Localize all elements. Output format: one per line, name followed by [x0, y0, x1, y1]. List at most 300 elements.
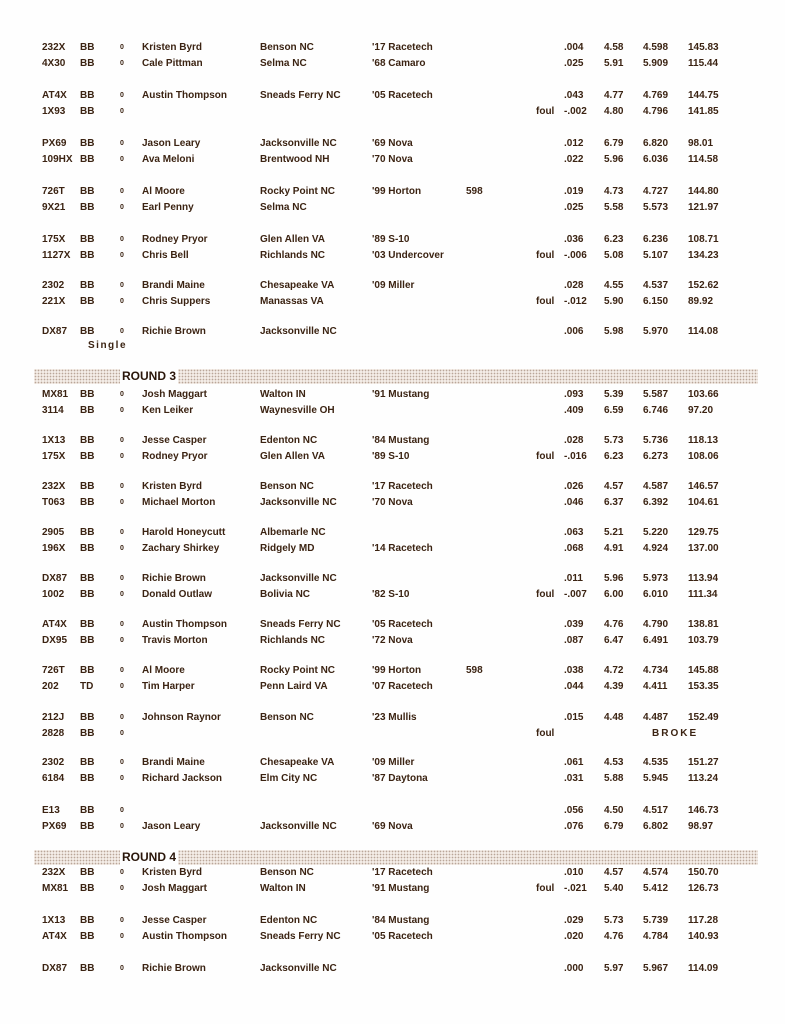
- index-marker: 0: [120, 188, 124, 195]
- hometown: Jacksonville NC: [260, 573, 337, 584]
- hometown: Rocky Point NC: [260, 186, 336, 197]
- dial-in: 5.91: [604, 58, 624, 69]
- result-row: [0, 479, 785, 494]
- index-marker: 0: [120, 60, 124, 67]
- index-marker: 0: [120, 108, 124, 115]
- hometown: Brentwood NH: [260, 154, 330, 165]
- hometown: Chesapeake VA: [260, 280, 335, 291]
- class: BB: [80, 589, 95, 600]
- index-marker: 0: [120, 391, 124, 398]
- result-row: [0, 278, 785, 293]
- reaction-time: .026: [564, 481, 584, 492]
- hometown: Edenton NC: [260, 915, 318, 926]
- driver-name: Josh Maggart: [142, 883, 208, 894]
- driver-name: Chris Bell: [142, 250, 189, 261]
- foul-mark: foul: [536, 883, 555, 894]
- vehicle: '69 Nova: [372, 138, 413, 149]
- reaction-time: .061: [564, 757, 584, 768]
- vehicle: '05 Racetech: [372, 931, 433, 942]
- driver-name: Michael Morton: [142, 497, 216, 508]
- dial-in: 4.58: [604, 42, 624, 53]
- car-number: MX81: [42, 389, 69, 400]
- class: BB: [80, 58, 95, 69]
- hometown: Ridgely MD: [260, 543, 315, 554]
- elapsed-time: 5.736: [643, 435, 669, 446]
- reaction-time: -.021: [564, 883, 587, 894]
- index-marker: 0: [120, 92, 124, 99]
- vehicle: '72 Nova: [372, 635, 413, 646]
- class: BB: [80, 42, 95, 53]
- class: BB: [80, 883, 95, 894]
- speed-mph: 89.92: [688, 296, 714, 307]
- dial-in: 6.23: [604, 234, 624, 245]
- dial-in: 4.50: [604, 805, 624, 816]
- hometown: Selma NC: [260, 58, 307, 69]
- elapsed-time: 4.924: [643, 543, 669, 554]
- speed-mph: 113.94: [688, 573, 719, 584]
- car-number: 4X30: [42, 58, 66, 69]
- elapsed-time: 6.820: [643, 138, 669, 149]
- dial-in: 4.57: [604, 481, 624, 492]
- class: BB: [80, 389, 95, 400]
- dial-in: 5.98: [604, 326, 624, 337]
- status: BROKE: [652, 728, 699, 739]
- result-row: [0, 525, 785, 540]
- vehicle: '14 Racetech: [372, 543, 433, 554]
- car-number: 232X: [42, 42, 66, 53]
- car-number: 2905: [42, 527, 65, 538]
- class: BB: [80, 619, 95, 630]
- class: BB: [80, 250, 95, 261]
- vehicle: '17 Racetech: [372, 867, 433, 878]
- hometown: Sneads Ferry NC: [260, 619, 341, 630]
- hometown: Benson NC: [260, 42, 314, 53]
- elapsed-time: 4.587: [643, 481, 669, 492]
- class: BB: [80, 296, 95, 307]
- speed-mph: 141.85: [688, 106, 719, 117]
- reaction-time: .006: [564, 326, 584, 337]
- index-marker: 0: [120, 775, 124, 782]
- speed-mph: 108.71: [688, 234, 719, 245]
- elapsed-time: 4.796: [643, 106, 669, 117]
- driver-name: Austin Thompson: [142, 90, 227, 101]
- class: BB: [80, 405, 95, 416]
- foul-mark: foul: [536, 296, 555, 307]
- speed-mph: 144.80: [688, 186, 719, 197]
- dial-in: 6.47: [604, 635, 624, 646]
- dial-in: 4.77: [604, 90, 624, 101]
- single-run-label: Single: [88, 340, 128, 351]
- reaction-time: -.002: [564, 106, 587, 117]
- result-row: [0, 819, 785, 834]
- hometown: Jacksonville NC: [260, 963, 337, 974]
- class: BB: [80, 481, 95, 492]
- driver-name: Earl Penny: [142, 202, 194, 213]
- car-number: 232X: [42, 481, 66, 492]
- hometown: Sneads Ferry NC: [260, 931, 341, 942]
- car-number: MX81: [42, 883, 69, 894]
- reaction-time: .039: [564, 619, 584, 630]
- elapsed-time: 5.412: [643, 883, 669, 894]
- reaction-time: -.006: [564, 250, 587, 261]
- class: BB: [80, 138, 95, 149]
- result-row: [0, 881, 785, 896]
- class: BB: [80, 867, 95, 878]
- speed-mph: 98.97: [688, 821, 714, 832]
- elapsed-time: 4.535: [643, 757, 669, 768]
- elapsed-time: 5.970: [643, 326, 669, 337]
- vehicle: '99 Horton: [372, 186, 422, 197]
- car-number: 1X13: [42, 435, 66, 446]
- foul-mark: foul: [536, 106, 555, 117]
- vehicle: '84 Mustang: [372, 915, 430, 926]
- extra-value: 598: [466, 665, 483, 676]
- dial-in: 5.08: [604, 250, 624, 261]
- vehicle: '09 Miller: [372, 280, 415, 291]
- speed-mph: 104.61: [688, 497, 719, 508]
- elapsed-time: 5.739: [643, 915, 669, 926]
- class: BB: [80, 234, 95, 245]
- index-marker: 0: [120, 869, 124, 876]
- class: BB: [80, 573, 95, 584]
- hometown: Richlands NC: [260, 250, 326, 261]
- index-marker: 0: [120, 637, 124, 644]
- index-marker: 0: [120, 282, 124, 289]
- car-number: PX69: [42, 821, 67, 832]
- speed-mph: 118.13: [688, 435, 719, 446]
- elapsed-time: 6.746: [643, 405, 669, 416]
- index-marker: 0: [120, 933, 124, 940]
- result-row: [0, 449, 785, 464]
- vehicle: '70 Nova: [372, 497, 413, 508]
- dial-in: 5.58: [604, 202, 624, 213]
- speed-mph: 97.20: [688, 405, 714, 416]
- reaction-time: .004: [564, 42, 584, 53]
- index-marker: 0: [120, 730, 124, 737]
- dial-in: 6.23: [604, 451, 624, 462]
- index-marker: 0: [120, 453, 124, 460]
- hometown: Rocky Point NC: [260, 665, 336, 676]
- result-row: [0, 633, 785, 648]
- hometown: Benson NC: [260, 481, 314, 492]
- car-number: 726T: [42, 665, 65, 676]
- speed-mph: 121.97: [688, 202, 719, 213]
- hometown: Edenton NC: [260, 435, 318, 446]
- car-number: E13: [42, 805, 60, 816]
- car-number: 9X21: [42, 202, 66, 213]
- index-marker: 0: [120, 759, 124, 766]
- index-marker: 0: [120, 885, 124, 892]
- reaction-time: .000: [564, 963, 584, 974]
- index-marker: 0: [120, 44, 124, 51]
- result-row: [0, 136, 785, 151]
- vehicle: '23 Mullis: [372, 712, 417, 723]
- dial-in: 4.73: [604, 186, 624, 197]
- driver-name: Jesse Casper: [142, 915, 207, 926]
- result-row: [0, 571, 785, 586]
- result-row: [0, 40, 785, 55]
- class: BB: [80, 805, 95, 816]
- speed-mph: 114.08: [688, 326, 719, 337]
- class: BB: [80, 712, 95, 723]
- result-row: [0, 865, 785, 880]
- class: BB: [80, 451, 95, 462]
- speed-mph: 111.34: [688, 589, 718, 600]
- vehicle: '91 Mustang: [372, 389, 430, 400]
- speed-mph: 137.00: [688, 543, 719, 554]
- dial-in: 6.59: [604, 405, 624, 416]
- driver-name: Richie Brown: [142, 963, 206, 974]
- class: BB: [80, 635, 95, 646]
- foul-mark: foul: [536, 728, 555, 739]
- index-marker: 0: [120, 545, 124, 552]
- car-number: 2302: [42, 280, 65, 291]
- reaction-time: .025: [564, 58, 584, 69]
- driver-name: Zachary Shirkey: [142, 543, 220, 554]
- class: BB: [80, 527, 95, 538]
- hometown: Jacksonville NC: [260, 821, 337, 832]
- driver-name: Travis Morton: [142, 635, 208, 646]
- driver-name: Richie Brown: [142, 573, 206, 584]
- result-row: [0, 679, 785, 694]
- index-marker: 0: [120, 328, 124, 335]
- speed-mph: 103.79: [688, 635, 719, 646]
- vehicle: '91 Mustang: [372, 883, 430, 894]
- class: BB: [80, 728, 95, 739]
- hometown: Sneads Ferry NC: [260, 90, 341, 101]
- elapsed-time: 4.727: [643, 186, 669, 197]
- car-number: 2828: [42, 728, 65, 739]
- car-number: AT4X: [42, 90, 67, 101]
- elapsed-time: 4.790: [643, 619, 669, 630]
- driver-name: Ava Meloni: [142, 154, 195, 165]
- car-number: 1X93: [42, 106, 66, 117]
- car-number: DX95: [42, 635, 68, 646]
- reaction-time: .020: [564, 931, 584, 942]
- elapsed-time: 5.587: [643, 389, 669, 400]
- speed-mph: 145.88: [688, 665, 719, 676]
- vehicle: '69 Nova: [372, 821, 413, 832]
- speed-mph: 114.09: [688, 963, 719, 974]
- speed-mph: 126.73: [688, 883, 719, 894]
- reaction-time: .087: [564, 635, 584, 646]
- driver-name: Kristen Byrd: [142, 481, 203, 492]
- elapsed-time: 5.573: [643, 202, 669, 213]
- vehicle: '05 Racetech: [372, 619, 433, 630]
- dial-in: 5.96: [604, 573, 624, 584]
- hometown: Waynesville OH: [260, 405, 335, 416]
- car-number: DX87: [42, 326, 68, 337]
- vehicle: '68 Camaro: [372, 58, 426, 69]
- elapsed-time: 6.802: [643, 821, 669, 832]
- reaction-time: .011: [564, 573, 583, 584]
- driver-name: Tim Harper: [142, 681, 195, 692]
- hometown: Selma NC: [260, 202, 307, 213]
- result-row: [0, 755, 785, 770]
- index-marker: 0: [120, 156, 124, 163]
- car-number: 196X: [42, 543, 66, 554]
- class: BB: [80, 963, 95, 974]
- speed-mph: 113.24: [688, 773, 719, 784]
- hometown: Walton IN: [260, 389, 306, 400]
- dial-in: 6.79: [604, 138, 624, 149]
- driver-name: Chris Suppers: [142, 296, 211, 307]
- speed-mph: 114.58: [688, 154, 719, 165]
- elapsed-time: 5.220: [643, 527, 669, 538]
- elapsed-time: 6.491: [643, 635, 669, 646]
- car-number: 6184: [42, 773, 65, 784]
- foul-mark: foul: [536, 250, 555, 261]
- class: BB: [80, 915, 95, 926]
- elapsed-time: 6.236: [643, 234, 669, 245]
- driver-name: Jason Leary: [142, 821, 201, 832]
- dial-in: 6.79: [604, 821, 624, 832]
- index-marker: 0: [120, 575, 124, 582]
- reaction-time: .029: [564, 915, 584, 926]
- elapsed-time: 5.945: [643, 773, 669, 784]
- car-number: T063: [42, 497, 65, 508]
- car-number: 3114: [42, 405, 64, 416]
- reaction-time: .025: [564, 202, 584, 213]
- vehicle: '05 Racetech: [372, 90, 433, 101]
- hometown: Jacksonville NC: [260, 326, 337, 337]
- reaction-time: .409: [564, 405, 584, 416]
- driver-name: Donald Outlaw: [142, 589, 212, 600]
- vehicle: '84 Mustang: [372, 435, 430, 446]
- elapsed-time: 5.973: [643, 573, 669, 584]
- elapsed-time: 6.010: [643, 589, 669, 600]
- index-marker: 0: [120, 917, 124, 924]
- round-4-header: [34, 850, 758, 865]
- index-marker: 0: [120, 667, 124, 674]
- index-marker: 0: [120, 683, 124, 690]
- index-marker: 0: [120, 252, 124, 259]
- dial-in: 5.73: [604, 915, 624, 926]
- car-number: 175X: [42, 234, 66, 245]
- dial-in: 5.97: [604, 963, 624, 974]
- dial-in: 5.21: [604, 527, 624, 538]
- reaction-time: .010: [564, 867, 584, 878]
- car-number: DX87: [42, 573, 68, 584]
- class: BB: [80, 435, 95, 446]
- vehicle: '09 Miller: [372, 757, 415, 768]
- elapsed-time: 6.273: [643, 451, 669, 462]
- elapsed-time: 4.517: [643, 805, 669, 816]
- result-row: [0, 663, 785, 678]
- elapsed-time: 4.487: [643, 712, 669, 723]
- driver-name: Austin Thompson: [142, 619, 227, 630]
- dial-in: 5.90: [604, 296, 624, 307]
- dial-in: 5.39: [604, 389, 624, 400]
- car-number: 175X: [42, 451, 66, 462]
- speed-mph: 134.23: [688, 250, 719, 261]
- class: BB: [80, 280, 95, 291]
- hometown: Jacksonville NC: [260, 497, 337, 508]
- speed-mph: 150.70: [688, 867, 719, 878]
- result-row: [0, 771, 785, 786]
- hometown: Walton IN: [260, 883, 306, 894]
- speed-mph: 146.73: [688, 805, 719, 816]
- hometown: Elm City NC: [260, 773, 318, 784]
- driver-name: Brandi Maine: [142, 757, 205, 768]
- reaction-time: .038: [564, 665, 584, 676]
- class: BB: [80, 326, 95, 337]
- reaction-time: .044: [564, 681, 584, 692]
- driver-name: Al Moore: [142, 665, 185, 676]
- reaction-time: .036: [564, 234, 584, 245]
- result-row: [0, 294, 785, 309]
- speed-mph: 152.49: [688, 712, 719, 723]
- reaction-time: .031: [564, 773, 584, 784]
- foul-mark: foul: [536, 451, 555, 462]
- elapsed-time: 4.574: [643, 867, 669, 878]
- car-number: AT4X: [42, 619, 67, 630]
- index-marker: 0: [120, 407, 124, 414]
- hometown: Manassas VA: [260, 296, 324, 307]
- driver-name: Kristen Byrd: [142, 42, 203, 53]
- speed-mph: 152.62: [688, 280, 719, 291]
- class: BB: [80, 757, 95, 768]
- index-marker: 0: [120, 529, 124, 536]
- speed-mph: 98.01: [688, 138, 714, 149]
- index-marker: 0: [120, 965, 124, 972]
- index-marker: 0: [120, 483, 124, 490]
- foul-mark: foul: [536, 589, 555, 600]
- dial-in: 4.55: [604, 280, 624, 291]
- dial-in: 5.73: [604, 435, 624, 446]
- speed-mph: 146.57: [688, 481, 719, 492]
- reaction-time: .076: [564, 821, 584, 832]
- index-marker: 0: [120, 298, 124, 305]
- result-row: [0, 152, 785, 167]
- result-row: [0, 541, 785, 556]
- hometown: Chesapeake VA: [260, 757, 335, 768]
- result-row: [0, 248, 785, 263]
- reaction-time: .012: [564, 138, 584, 149]
- car-number: 109HX: [42, 154, 73, 165]
- result-row: [0, 929, 785, 944]
- result-row: [0, 88, 785, 103]
- dial-in: 4.48: [604, 712, 624, 723]
- result-row: [0, 803, 785, 818]
- driver-name: Cale Pittman: [142, 58, 203, 69]
- elapsed-time: 4.769: [643, 90, 669, 101]
- car-number: 726T: [42, 186, 65, 197]
- elapsed-time: 5.967: [643, 963, 669, 974]
- hometown: Glen Allen VA: [260, 451, 326, 462]
- elapsed-time: 6.392: [643, 497, 669, 508]
- driver-name: Rodney Pryor: [142, 234, 208, 245]
- car-number: PX69: [42, 138, 67, 149]
- class: BB: [80, 665, 95, 676]
- elapsed-time: 4.537: [643, 280, 669, 291]
- car-number: 1127X: [42, 250, 71, 261]
- class: TD: [80, 681, 94, 692]
- hometown: Benson NC: [260, 867, 314, 878]
- driver-name: Johnson Raynor: [142, 712, 221, 723]
- result-row: [0, 961, 785, 976]
- driver-name: Ken Leiker: [142, 405, 194, 416]
- hometown: Albemarle NC: [260, 527, 326, 538]
- elapsed-time: 5.909: [643, 58, 669, 69]
- driver-name: Brandi Maine: [142, 280, 205, 291]
- round-3-header: [34, 369, 758, 384]
- extra-value: 598: [466, 186, 483, 197]
- dial-in: 4.39: [604, 681, 624, 692]
- round-4-label: ROUND 4: [122, 850, 177, 864]
- vehicle: '17 Racetech: [372, 42, 433, 53]
- index-marker: 0: [120, 823, 124, 830]
